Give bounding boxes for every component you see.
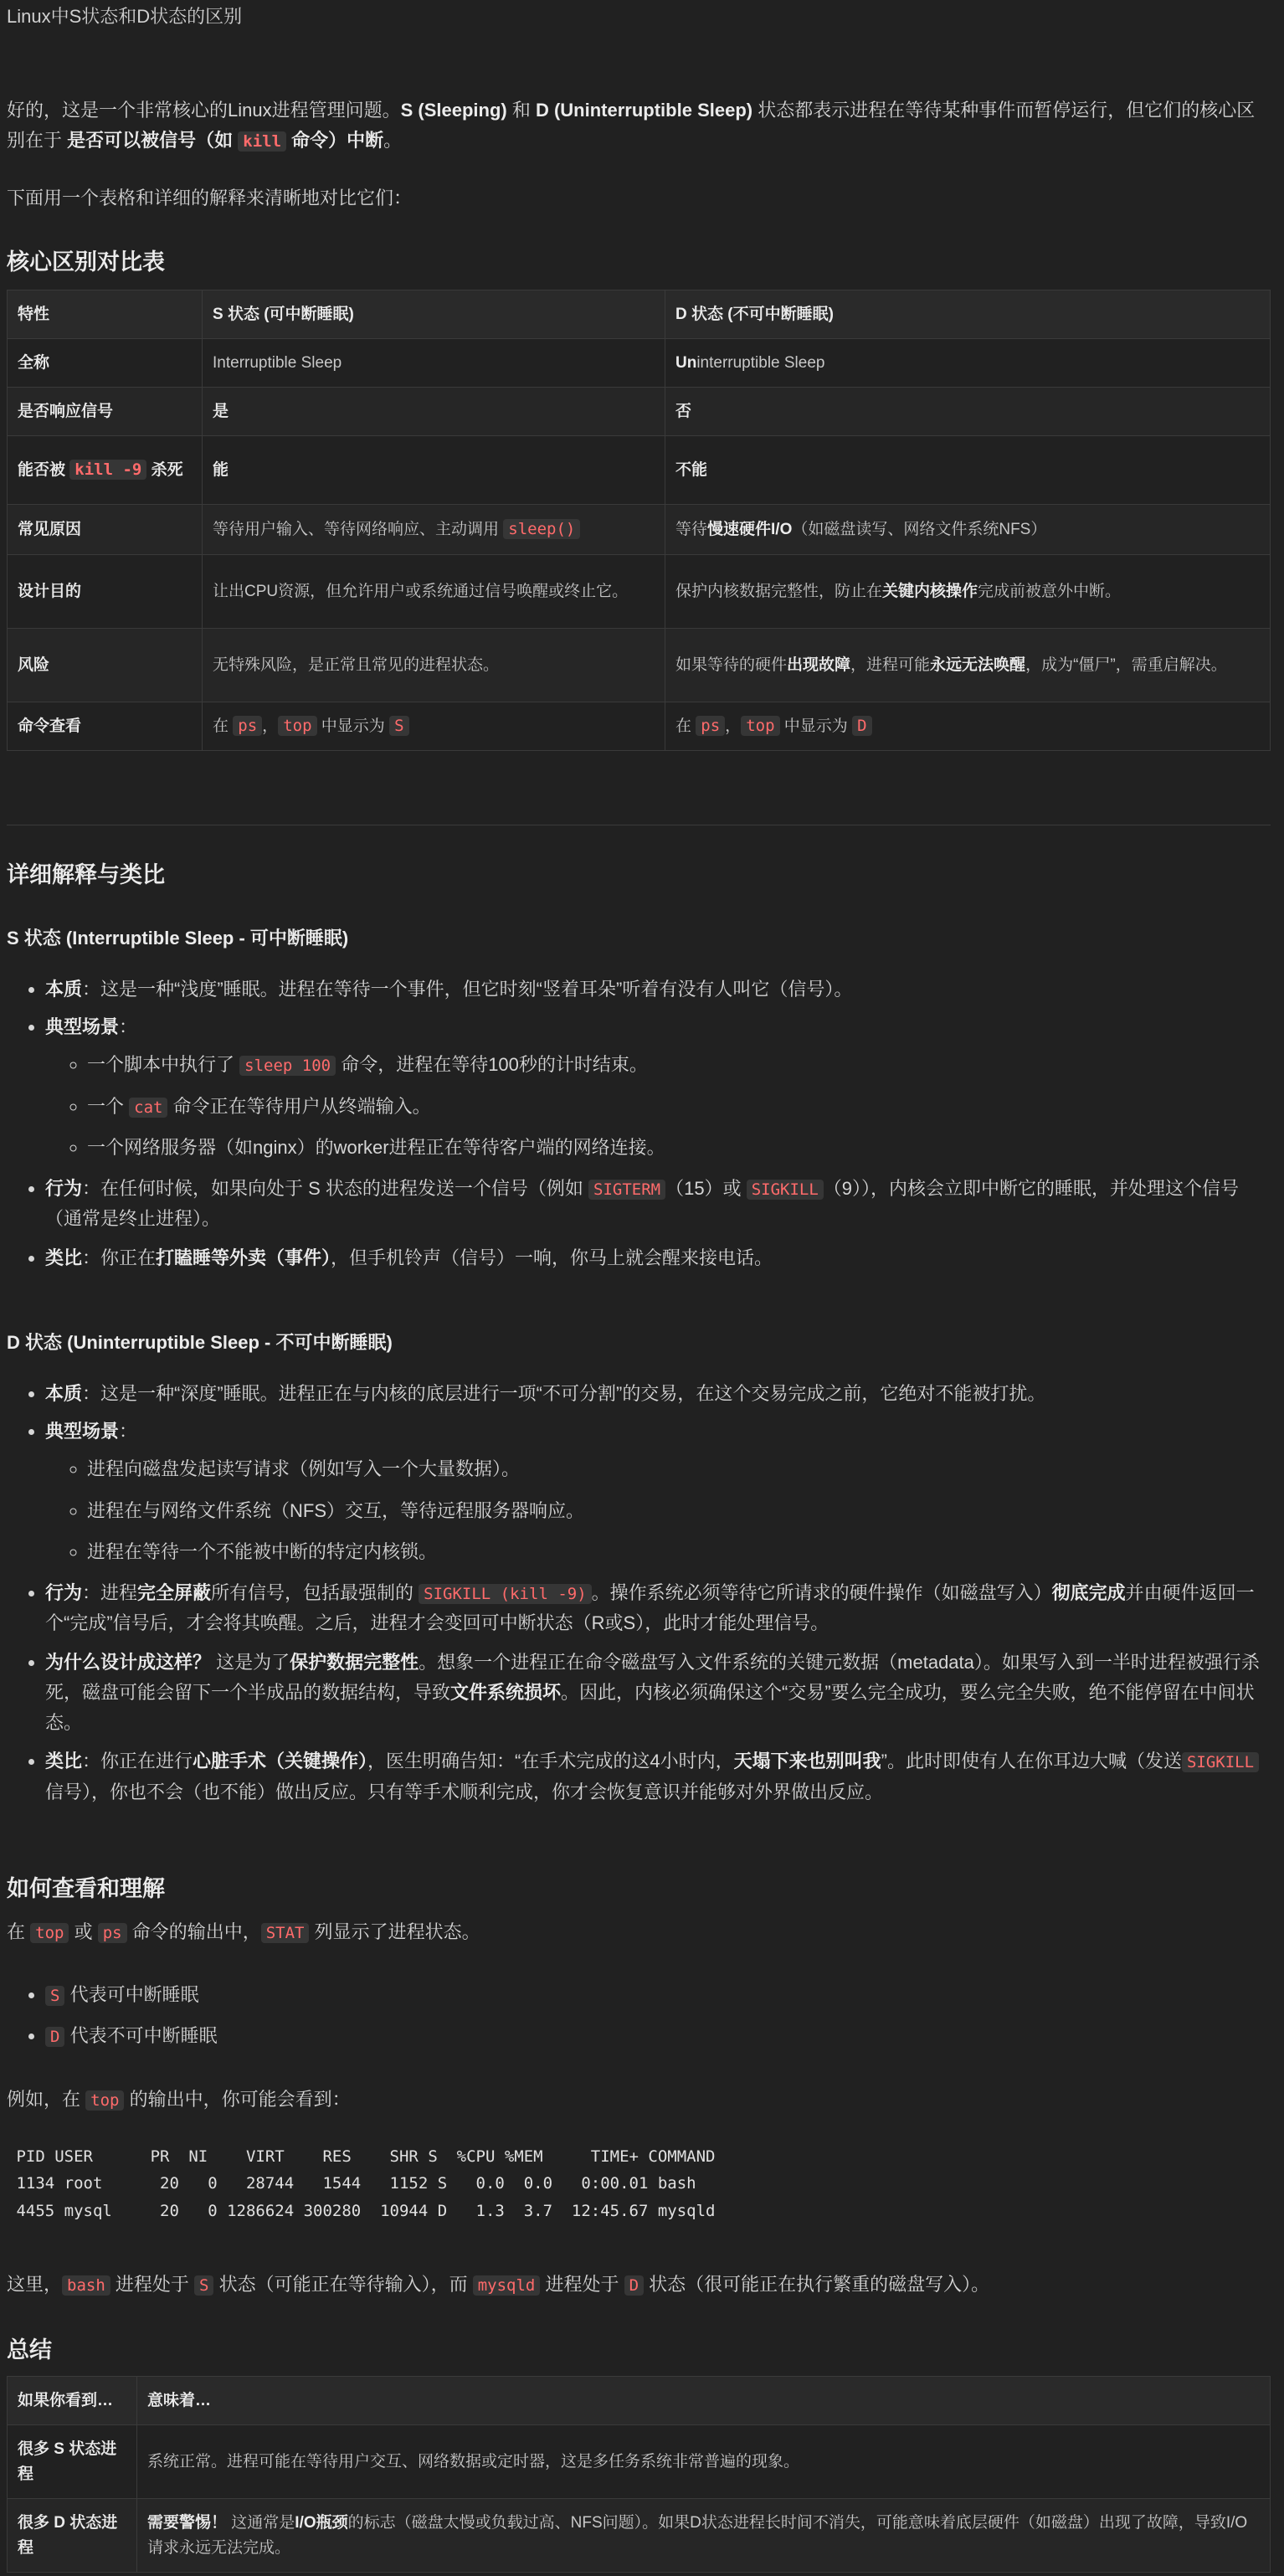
item-text: 这是为了 (211, 1651, 290, 1673)
inline-code: top (30, 1923, 69, 1943)
table-cell (665, 702, 1271, 751)
emphasis: 慢速硬件I/O (707, 520, 793, 538)
sub-list-item: ◦ 进程在等待一个不能被中断的特定内核锁。 (87, 1537, 1271, 1566)
table-row (8, 2499, 1271, 2573)
emphasis: 出现故障 (787, 656, 851, 674)
table-cell (203, 702, 665, 751)
item-text: 命令正在等待用户从终端输入。 (167, 1095, 431, 1117)
table-row (8, 339, 1271, 388)
inline-code: STAT (261, 1923, 310, 1943)
item-text: ：这是一种“浅度”睡眠。进程在等待一个事件，但它时刻“竖着耳朵”听着有没有人叫它（信号）。 (82, 979, 853, 1000)
compare-heading: 核心区别对比表 (7, 249, 165, 275)
list-item (45, 1379, 1271, 1408)
cell-text: 中显示为 (316, 717, 390, 735)
item-text: 代表不可中断睡眠 (64, 2025, 218, 2047)
cell-text: 保护内核数据完整性，防止在 (675, 582, 883, 600)
table-row (8, 555, 1271, 629)
item-text: 。因此，内核必须确保这个“交易”要么完全成功，要么完全失败，绝不能停留在中间状态。 (45, 1681, 1255, 1734)
item-text: ，医生明确告知：“在手术完成的这4小时内， (367, 1751, 734, 1772)
inline-code: SIGKILL (747, 1180, 824, 1200)
table-cell: 能 (203, 436, 665, 505)
inline-code: sleep() (503, 519, 580, 539)
sub-list-item (87, 1050, 1271, 1079)
para-text: 这里， (7, 2274, 63, 2295)
emphasis: I/O瓶颈 (295, 2514, 348, 2532)
table-cell: 否 (665, 388, 1271, 436)
item-key: 典型场景 (45, 1421, 120, 1442)
table-cell: Interruptible Sleep (203, 339, 665, 388)
d-state-heading: D 状态 (Uninterruptible Sleep - 不可中断睡眠) (7, 1332, 393, 1353)
inline-code: ps (696, 716, 725, 736)
inline-code: D (852, 716, 871, 736)
table-header-cell: 特性 (8, 291, 203, 339)
item-text: 所有信号，包括最强制的 (211, 1581, 419, 1603)
cell-text: 在 (213, 717, 234, 735)
intro-d-term: D (Uninterruptible Sleep) (535, 100, 753, 121)
table-cell: 风险 (8, 629, 203, 702)
inline-code: S (389, 716, 408, 736)
inline-code: S (194, 2275, 213, 2296)
table-row (8, 2425, 1271, 2499)
table-cell: 很多 D 状态进程 (8, 2499, 137, 2573)
table-header-cell: 如果你看到… (8, 2377, 137, 2425)
table-cell: 是 (203, 388, 665, 436)
cell-text: 等待 (675, 520, 708, 538)
sub-list-item: ◦ 一个网络服务器（如nginx）的worker进程正在等待客户端的网络连接。 (87, 1133, 1271, 1162)
cell-text: 如果等待的硬件 (675, 656, 788, 674)
para-text: 状态（可能正在等待输入），而 (213, 2274, 473, 2295)
item-text: ： (119, 1016, 138, 1038)
table-cell (665, 555, 1271, 629)
table-row (8, 388, 1271, 436)
s-state-heading: S 状态 (Interruptible Sleep - 可中断睡眠) (7, 928, 349, 949)
page-title: Linux中S状态和D状态的区别 (7, 6, 243, 27)
inline-code: bash (62, 2275, 110, 2296)
inline-code: ps (233, 716, 262, 736)
emphasis: Un (675, 353, 697, 372)
table-cell: 命令查看 (8, 702, 203, 751)
code-block (7, 2143, 1271, 2224)
cell-text: 等待用户输入、等待网络响应、主动调用 (213, 520, 504, 538)
summary-table (7, 2376, 1271, 2573)
cell-text: ， (725, 717, 742, 735)
intro-key-text: 命令）中断 (286, 130, 384, 152)
intro-s-term: S (Sleeping) (400, 100, 507, 121)
inline-code: sleep 100 (239, 1056, 336, 1076)
list-item (45, 2021, 1271, 2050)
inline-code: ps (98, 1923, 127, 1943)
table-header-cell: D 状态 (不可中断睡眠) (665, 291, 1271, 339)
intro-paragraph-2: 下面用一个表格和详细的解释来清晰地对比它们： (7, 188, 413, 208)
inline-code: kill -9 (69, 460, 146, 480)
sub-list-item (87, 1092, 1271, 1121)
howto-heading: 如何查看和理解 (7, 1876, 165, 1901)
item-text: ”。此时即使有人在你耳边大喊（发送 (881, 1751, 1182, 1772)
emphasis: 彻底完成 (1051, 1581, 1126, 1603)
cell-text: ，成为“僵尸”，需重启解决。 (1025, 656, 1227, 674)
list-item (45, 1174, 1271, 1235)
table-cell: 设计目的 (8, 555, 203, 629)
inline-code: S (45, 1986, 64, 2006)
item-text: （9）），内核会立即中断它的睡眠，并处理这个信号（通常是终止进程）。 (45, 1177, 1240, 1230)
table-row (8, 629, 1271, 702)
inline-code: D (45, 2027, 64, 2047)
emphasis: 保护数据完整性 (290, 1651, 419, 1673)
list-item (45, 1417, 1271, 1566)
table-header-row (8, 2377, 1271, 2425)
item-text: ，但手机铃声（信号）一响，你马上就会醒来接电话。 (331, 1247, 773, 1268)
table-cell: 无特殊风险，是正常且常见的进程状态。 (203, 629, 665, 702)
s-state-list (7, 974, 1271, 1281)
emphasis: 关键内核操作 (882, 582, 978, 600)
item-text: ： (119, 1421, 138, 1442)
emphasis: 文件系统损坏 (450, 1681, 562, 1703)
table-header-row (8, 291, 1271, 339)
item-text: ：你正在进行 (82, 1751, 193, 1772)
intro-paragraph (7, 95, 1271, 157)
para-text: 的输出中，你可能会看到： (124, 2089, 351, 2110)
item-key: 行为 (45, 1581, 83, 1603)
table-cell (665, 505, 1271, 555)
list-item (45, 1012, 1271, 1162)
inline-code: kill (238, 131, 286, 152)
table-cell: 全称 (8, 339, 203, 388)
intro-key-text: 是否可以被信号（如 (67, 130, 239, 152)
item-text: ：在任何时候，如果向处于 S 状态的进程发送一个信号（例如 (82, 1177, 589, 1199)
item-key: 为什么设计成这样？ (45, 1651, 212, 1673)
inline-code: top (278, 716, 316, 736)
table-row (8, 505, 1271, 555)
detail-heading: 详细解释与类比 (7, 862, 165, 887)
table-header-cell: 意味着… (137, 2377, 1271, 2425)
para-text: 在 (7, 1921, 31, 1942)
sub-list-item: ◦ 进程在与网络文件系统（NFS）交互，等待远程服务器响应。 (87, 1496, 1271, 1525)
intro-text: 状态都表示进程在等待某种事件而暂停运行，但它们的核心区别在于 (7, 100, 1256, 152)
item-key: 本质 (45, 979, 83, 1000)
state-code-list (7, 1980, 1271, 2059)
item-text: 。想象一个进程正在命令磁盘写入文件系统的关键元数据（metadata）。如果写入到一半时进程被强行杀死，磁盘可能会留下一个半成品的数据结构，导致 (45, 1651, 1260, 1703)
cell-text: 这通常是 (227, 2514, 295, 2532)
intro-text: 和 (506, 100, 536, 121)
item-text: ：进程 (82, 1581, 138, 1603)
item-key: 本质 (45, 1383, 83, 1404)
table-cell (8, 436, 203, 505)
para-text: 命令的输出中， (126, 1921, 261, 1942)
list-item (45, 1243, 1271, 1273)
cell-text: ，进程可能 (850, 656, 931, 674)
item-text: ：你正在 (82, 1247, 157, 1268)
inline-code: SIGKILL (kill -9) (419, 1584, 591, 1604)
table-cell: 系统正常。进程可能在等待用户交互、网络数据或定时器，这是多任务系统非常普遍的现象。 (137, 2425, 1271, 2499)
inline-code: D (624, 2275, 644, 2296)
emphasis: 完全屏蔽 (137, 1581, 212, 1603)
emphasis: 永远无法唤醒 (930, 656, 1026, 674)
explain-paragraph (7, 2270, 1271, 2299)
cell-text: 中显示为 (779, 717, 853, 735)
inline-code: cat (129, 1098, 167, 1118)
howto-paragraph (7, 1917, 1271, 1946)
item-key: 典型场景 (45, 1016, 120, 1038)
cell-text: 杀死 (146, 460, 183, 479)
table-cell: 是否响应信号 (8, 388, 203, 436)
item-text: 。操作系统必须等待它所请求的硬件操作（如磁盘写入） (591, 1581, 1052, 1603)
para-text: 状态（很可能正在执行繁重的磁盘写入）。 (644, 2274, 990, 2295)
compare-table-wrap (7, 290, 1271, 751)
example-paragraph (7, 2085, 1271, 2114)
cell-text: 的标志（磁盘太慢或负载过高、NFS问题）。如果D状态进程长时间不消失，可能意味着底层硬件（如磁盘）出现了故障，导致I/O请求永远无法完成。 (147, 2514, 1248, 2557)
table-cell (203, 505, 665, 555)
cell-text: 在 (675, 717, 696, 735)
intro-text: 好的，这是一个非常核心的Linux进程管理问题。 (7, 100, 401, 121)
summary-table-wrap (7, 2376, 1271, 2573)
list-item (45, 974, 1271, 1004)
table-row (8, 702, 1271, 751)
para-text: 例如，在 (7, 2089, 86, 2110)
item-text: 信号），你也不会（也不能）做出反应。只有等手术顺利完成，你才会恢复意识并能够对外界做出反应。 (45, 1781, 884, 1802)
cell-text: （如磁盘读写、网络文件系统NFS） (792, 520, 1047, 538)
table-cell: 让出CPU资源，但允许用户或系统通过信号唤醒或终止它。 (203, 555, 665, 629)
inline-code: mysqld (473, 2275, 541, 2296)
table-cell (665, 339, 1271, 388)
table-cell: 很多 S 状态进程 (8, 2425, 137, 2499)
emphasis: 天塌下来也别叫我 (733, 1751, 881, 1772)
table-cell (665, 629, 1271, 702)
cell-text: 完成前被意外中断。 (978, 582, 1122, 600)
intro-text: 。 (383, 130, 403, 152)
para-text: 或 (69, 1921, 98, 1942)
inline-code: top (85, 2090, 124, 2111)
sub-list-item: ◦ 进程向磁盘发起读写请求（例如写入一个大量数据）。 (87, 1454, 1271, 1483)
cell-text: interruptible Sleep (696, 353, 825, 372)
item-key: 类比 (45, 1247, 83, 1268)
item-key: 类比 (45, 1751, 83, 1772)
para-text: 进程处于 (540, 2274, 624, 2295)
cell-text: ， (262, 717, 279, 735)
item-text: 代表可中断睡眠 (64, 1984, 199, 2005)
cell-text: 能否被 (18, 460, 70, 479)
compare-table (7, 290, 1271, 751)
table-row (8, 436, 1271, 505)
para-text: 列显示了进程状态。 (309, 1921, 480, 1942)
item-text: （15）或 (665, 1177, 747, 1199)
list-item (45, 1746, 1271, 1807)
table-cell (137, 2499, 1271, 2573)
list-item (45, 1578, 1271, 1639)
list-item (45, 1980, 1271, 2009)
item-text: 一个脚本中执行了 (87, 1054, 240, 1076)
item-text: 一个 (87, 1095, 130, 1117)
table-header-cell: S 状态 (可中断睡眠) (203, 291, 665, 339)
item-text: ：这是一种“深度”睡眠。进程正在与内核的底层进行一项“不可分割”的交易，在这个交易完成之前，它绝对不能被打扰。 (82, 1383, 1046, 1404)
top-output: PID USER PR NI VIRT RES SHR S %CPU %MEM TIME+ COMMAND 1134 root 20 0 28744 1544 1152 S 0.0 0.0 0:00.01 bash 4455 mysql 20 0 1286624 300280 10944 D 1.3 3.7 12:45.67 mysqld (16, 2147, 716, 2220)
inline-code: SIGTERM (588, 1180, 665, 1200)
emphasis: 需要警惕！ (147, 2514, 228, 2532)
inline-code: top (741, 716, 779, 736)
table-cell: 常见原因 (8, 505, 203, 555)
item-text: 并由硬件返回一个“完成”信号后，才会将其唤醒。之后，进程才会变回可中断状态（R或S），此时才能处理信号。 (45, 1581, 1255, 1634)
emphasis: 打瞌睡等外卖（事件） (156, 1247, 331, 1268)
emphasis: 心脏手术（关键操作） (193, 1751, 368, 1772)
item-text: 命令，进程在等待100秒的计时结束。 (336, 1054, 648, 1076)
summary-heading: 总结 (7, 2337, 52, 2363)
inline-code: SIGKILL (1182, 1752, 1259, 1772)
item-key: 行为 (45, 1177, 83, 1199)
d-state-list (7, 1379, 1271, 1816)
table-cell: 不能 (665, 436, 1271, 505)
para-text: 进程处于 (110, 2274, 195, 2295)
list-item (45, 1648, 1271, 1739)
